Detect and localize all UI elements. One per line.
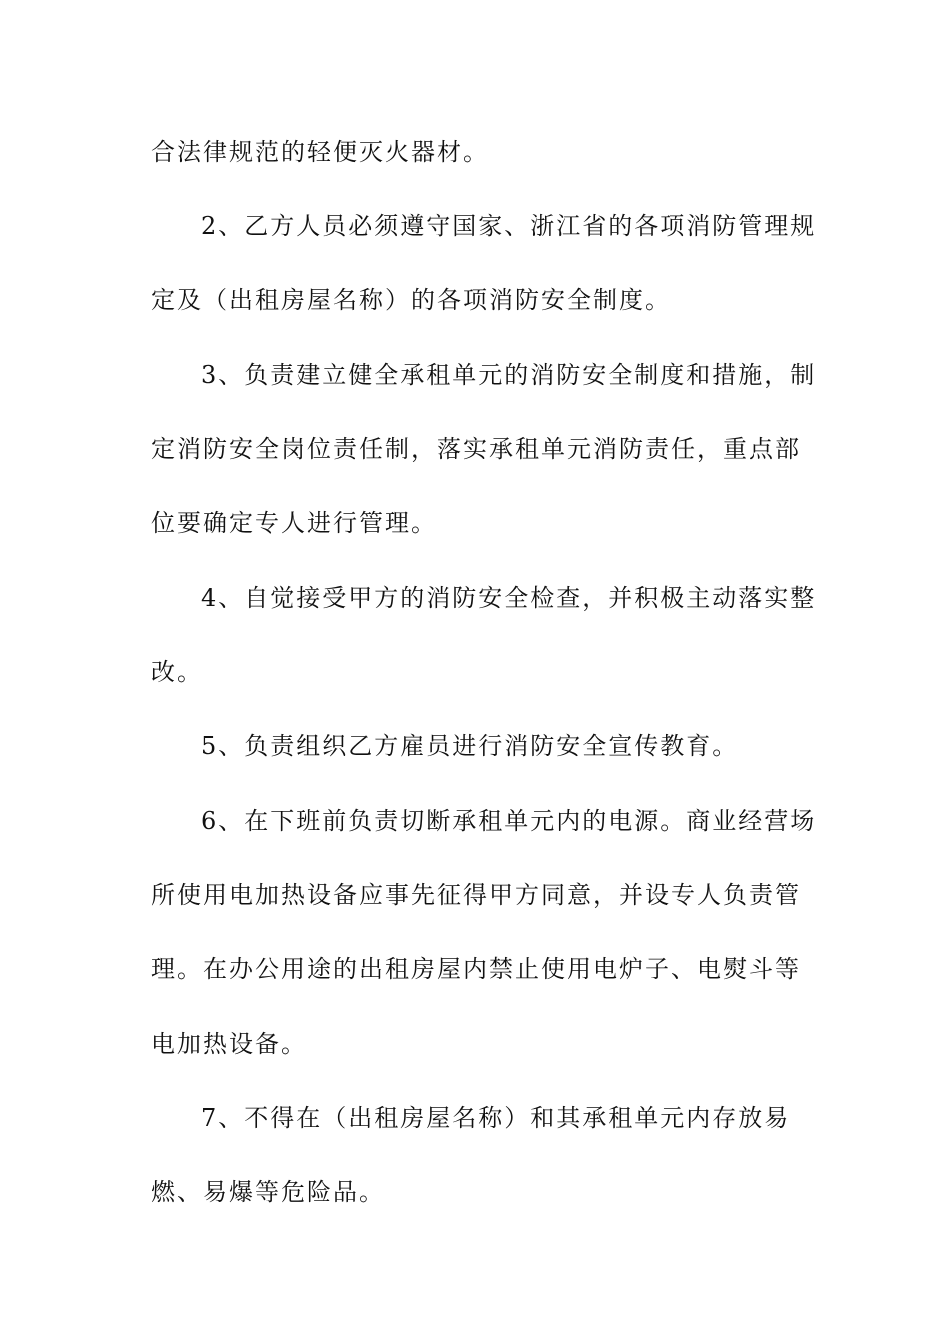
paragraph-3-line-1: 3、负责建立健全承租单元的消防安全制度和措施，制 — [201, 361, 817, 389]
paragraph-4-line-2: 改。 — [151, 658, 203, 686]
paragraph-7-line-1: 7、不得在（出租房屋名称）和其承租单元内存放易 — [201, 1104, 791, 1132]
paragraph-7-line-2: 燃、易爆等危险品。 — [151, 1178, 385, 1206]
paragraph-3-line-2: 定消防安全岗位责任制，落实承租单元消防责任，重点部 — [151, 435, 801, 463]
paragraph-6-line-2: 所使用电加热设备应事先征得甲方同意，并设专人负责管 — [151, 881, 801, 909]
paragraph-5-line-1: 5、负责组织乙方雇员进行消防安全宣传教育。 — [201, 732, 739, 760]
paragraph-2-line-2: 定及（出租房屋名称）的各项消防安全制度。 — [151, 286, 671, 314]
paragraph-4-line-1: 4、自觉接受甲方的消防安全检查，并积极主动落实整 — [201, 584, 817, 612]
paragraph-6-line-1: 6、在下班前负责切断承租单元内的电源。商业经营场 — [201, 807, 817, 835]
paragraph-3-line-3: 位要确定专人进行管理。 — [151, 509, 437, 537]
paragraph-6-line-4: 电加热设备。 — [151, 1030, 307, 1058]
paragraph-6-line-3: 理。在办公用途的出租房屋内禁止使用电炉子、电熨斗等 — [151, 955, 801, 983]
text-line: 合法律规范的轻便灭火器材。 — [151, 138, 489, 166]
paragraph-2-line-1: 2、乙方人员必须遵守国家、浙江省的各项消防管理规 — [201, 212, 817, 240]
